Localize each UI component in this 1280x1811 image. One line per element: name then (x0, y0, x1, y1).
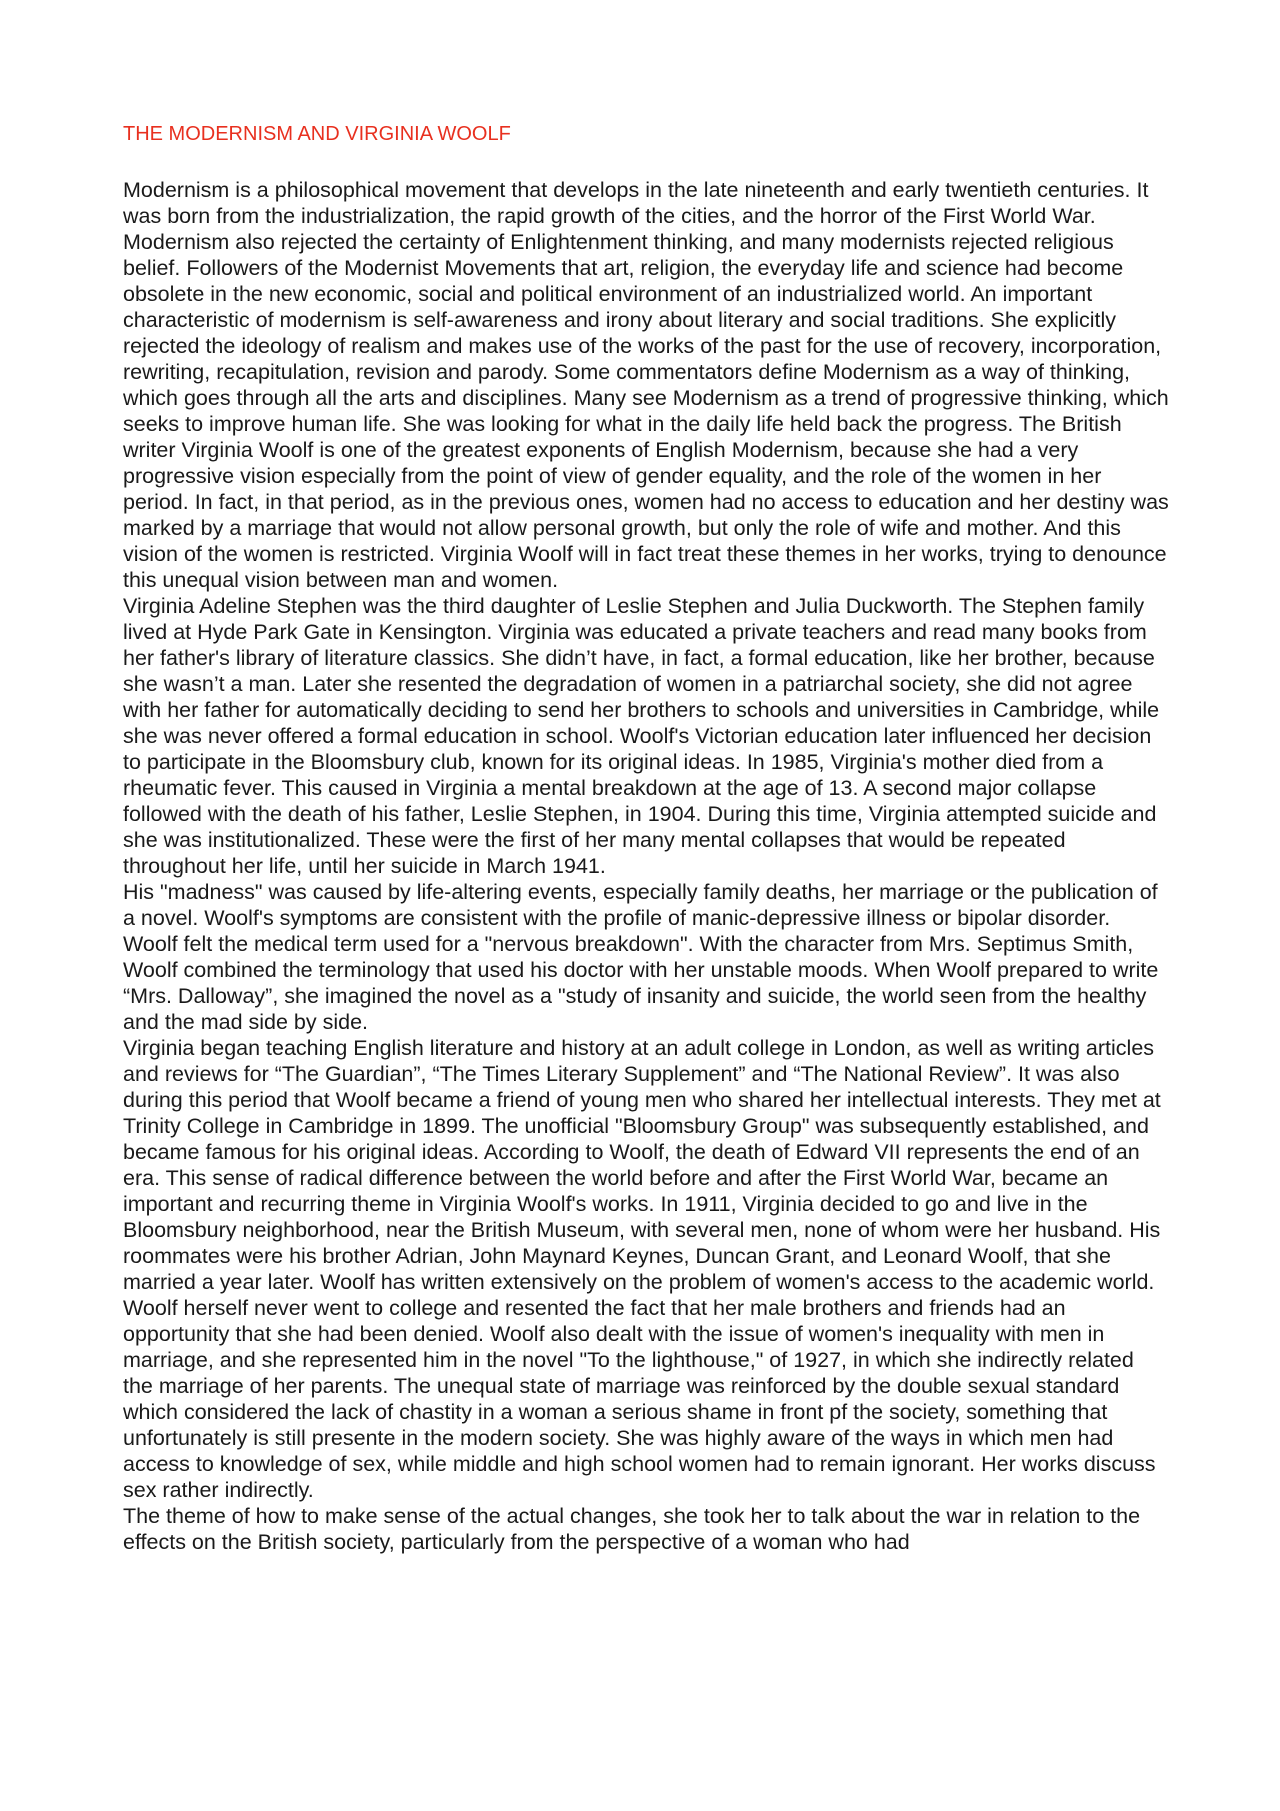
document-body (123, 177, 1169, 1555)
paragraph-madness: His "madness" was caused by life-altering events, especially family deaths, her marriage or the publication of a novel. Woolf's symptoms are consistent with the profile of manic-depressive illness or bipolar disorder. Woolf felt the medical term used for a "nervous breakdown". With the character from Mrs. Septimus Smith, Woolf combined the terminology that used his doctor with her unstable moods. When Woolf prepared to write “Mrs. Dalloway”, she imagined the novel as a "study of insanity and suicide, the world seen from the healthy and the mad side by side. (123, 880, 1159, 1034)
paragraph-war-theme: The theme of how to make sense of the actual changes, she took her to talk about the war in relation to the effects on the British society, particularly from the perspective of a woman who had (123, 1504, 1141, 1554)
document-title: THE MODERNISM AND VIRGINIA WOOLF (123, 123, 511, 145)
paragraph-bloomsbury: Virginia began teaching English literature and history at an adult college in London, as well as writing articles and reviews for “The Guardian”, “The Times Literary Supplement” and “The National Review”. It was also during this period that Woolf became a friend of young men who shared her intellectual interests. They met at Trinity College in Cambridge in 1899. The unofficial "Bloomsbury Group" was subsequently established, and became famous for his original ideas. According to Woolf, the death of Edward VII represents the end of an era. This sense of radical difference between the world before and after the First World War, became an important and recurring theme in Virginia Woolf's works. In 1911, Virginia decided to go and live in the Bloomsbury neighborhood, near the British Museum, with several men, none of whom were her husband. His roommates were his brother Adrian, John Maynard Keynes, Duncan Grant, and Leonard Woolf, that she married a year later. Woolf has written extensively on the problem of women's access to the academic world. Woolf herself never went to college and resented the fact that her male brothers and friends had an opportunity that she had been denied. Woolf also dealt with the issue of women's inequality with men in marriage, and she represented him in the novel "To the lighthouse," of 1927, in which she indirectly related the marriage of her parents. The unequal state of marriage was reinforced by the double sexual standard which considered the lack of chastity in a woman a serious shame in front pf the society, something that unfortunately is still presente in the modern society. She was highly aware of the ways in which men had access to knowledge of sex, while middle and high school women had to remain ignorant. Her works discuss sex rather indirectly. (123, 1036, 1161, 1502)
paragraph-biography: Virginia Adeline Stephen was the third daughter of Leslie Stephen and Julia Duckworth. The Stephen family lived at Hyde Park Gate in Kensington. Virginia was educated a private teachers and read many books from her father's library of literature classics. She didn’t have, in fact, a formal education, like her brother, because she wasn’t a man. Later she resented the degradation of women in a patriarchal society, she did not agree with her father for automatically deciding to send her brothers to schools and universities in Cambridge, while she was never offered a formal education in school. Woolf's Victorian education later influenced her decision to participate in the Bloomsbury club, known for its original ideas. In 1985, Virginia's mother died from a rheumatic fever. This caused in Virginia a mental breakdown at the age of 13. A second major collapse followed with the death of his father, Leslie Stephen, in 1904. During this time, Virginia attempted suicide and she was institutionalized. These were the first of her many mental collapses that would be repeated throughout her life, until her suicide in March 1941. (123, 594, 1160, 878)
paragraph-modernism: Modernism is a philosophical movement that develops in the late nineteenth and early twentieth centuries. It was born from the industrialization, the rapid growth of the cities, and the horror of the First World War. Modernism also rejected the certainty of Enlightenment thinking, and many modernists rejected religious belief. Followers of the Modernist Movements that art, religion, the everyday life and science had become obsolete in the new economic, social and political environment of an industrialized world. An important characteristic of modernism is self-awareness and irony about literary and social traditions. She explicitly rejected the ideology of realism and makes use of the works of the past for the use of recovery, incorporation, rewriting, recapitulation, revision and parody. Some commentators define Modernism as a way of thinking, which goes through all the arts and disciplines. Many see Modernism as a trend of progressive thinking, which seeks to improve human life. She was looking for what in the daily life held back the progress. The British writer Virginia Woolf is one of the greatest exponents of English Modernism, because she had a very progressive vision especially from the point of view of gender equality, and the role of the women in her period. In fact, in that period, as in the previous ones, women had no access to education and her destiny was marked by a marriage that would not allow personal growth, but only the role of wife and mother. And this vision of the women is restricted. Virginia Woolf will in fact treat these themes in her works, trying to denounce this unequal vision between man and women. (123, 178, 1169, 592)
document-page (123, 121, 1169, 1555)
